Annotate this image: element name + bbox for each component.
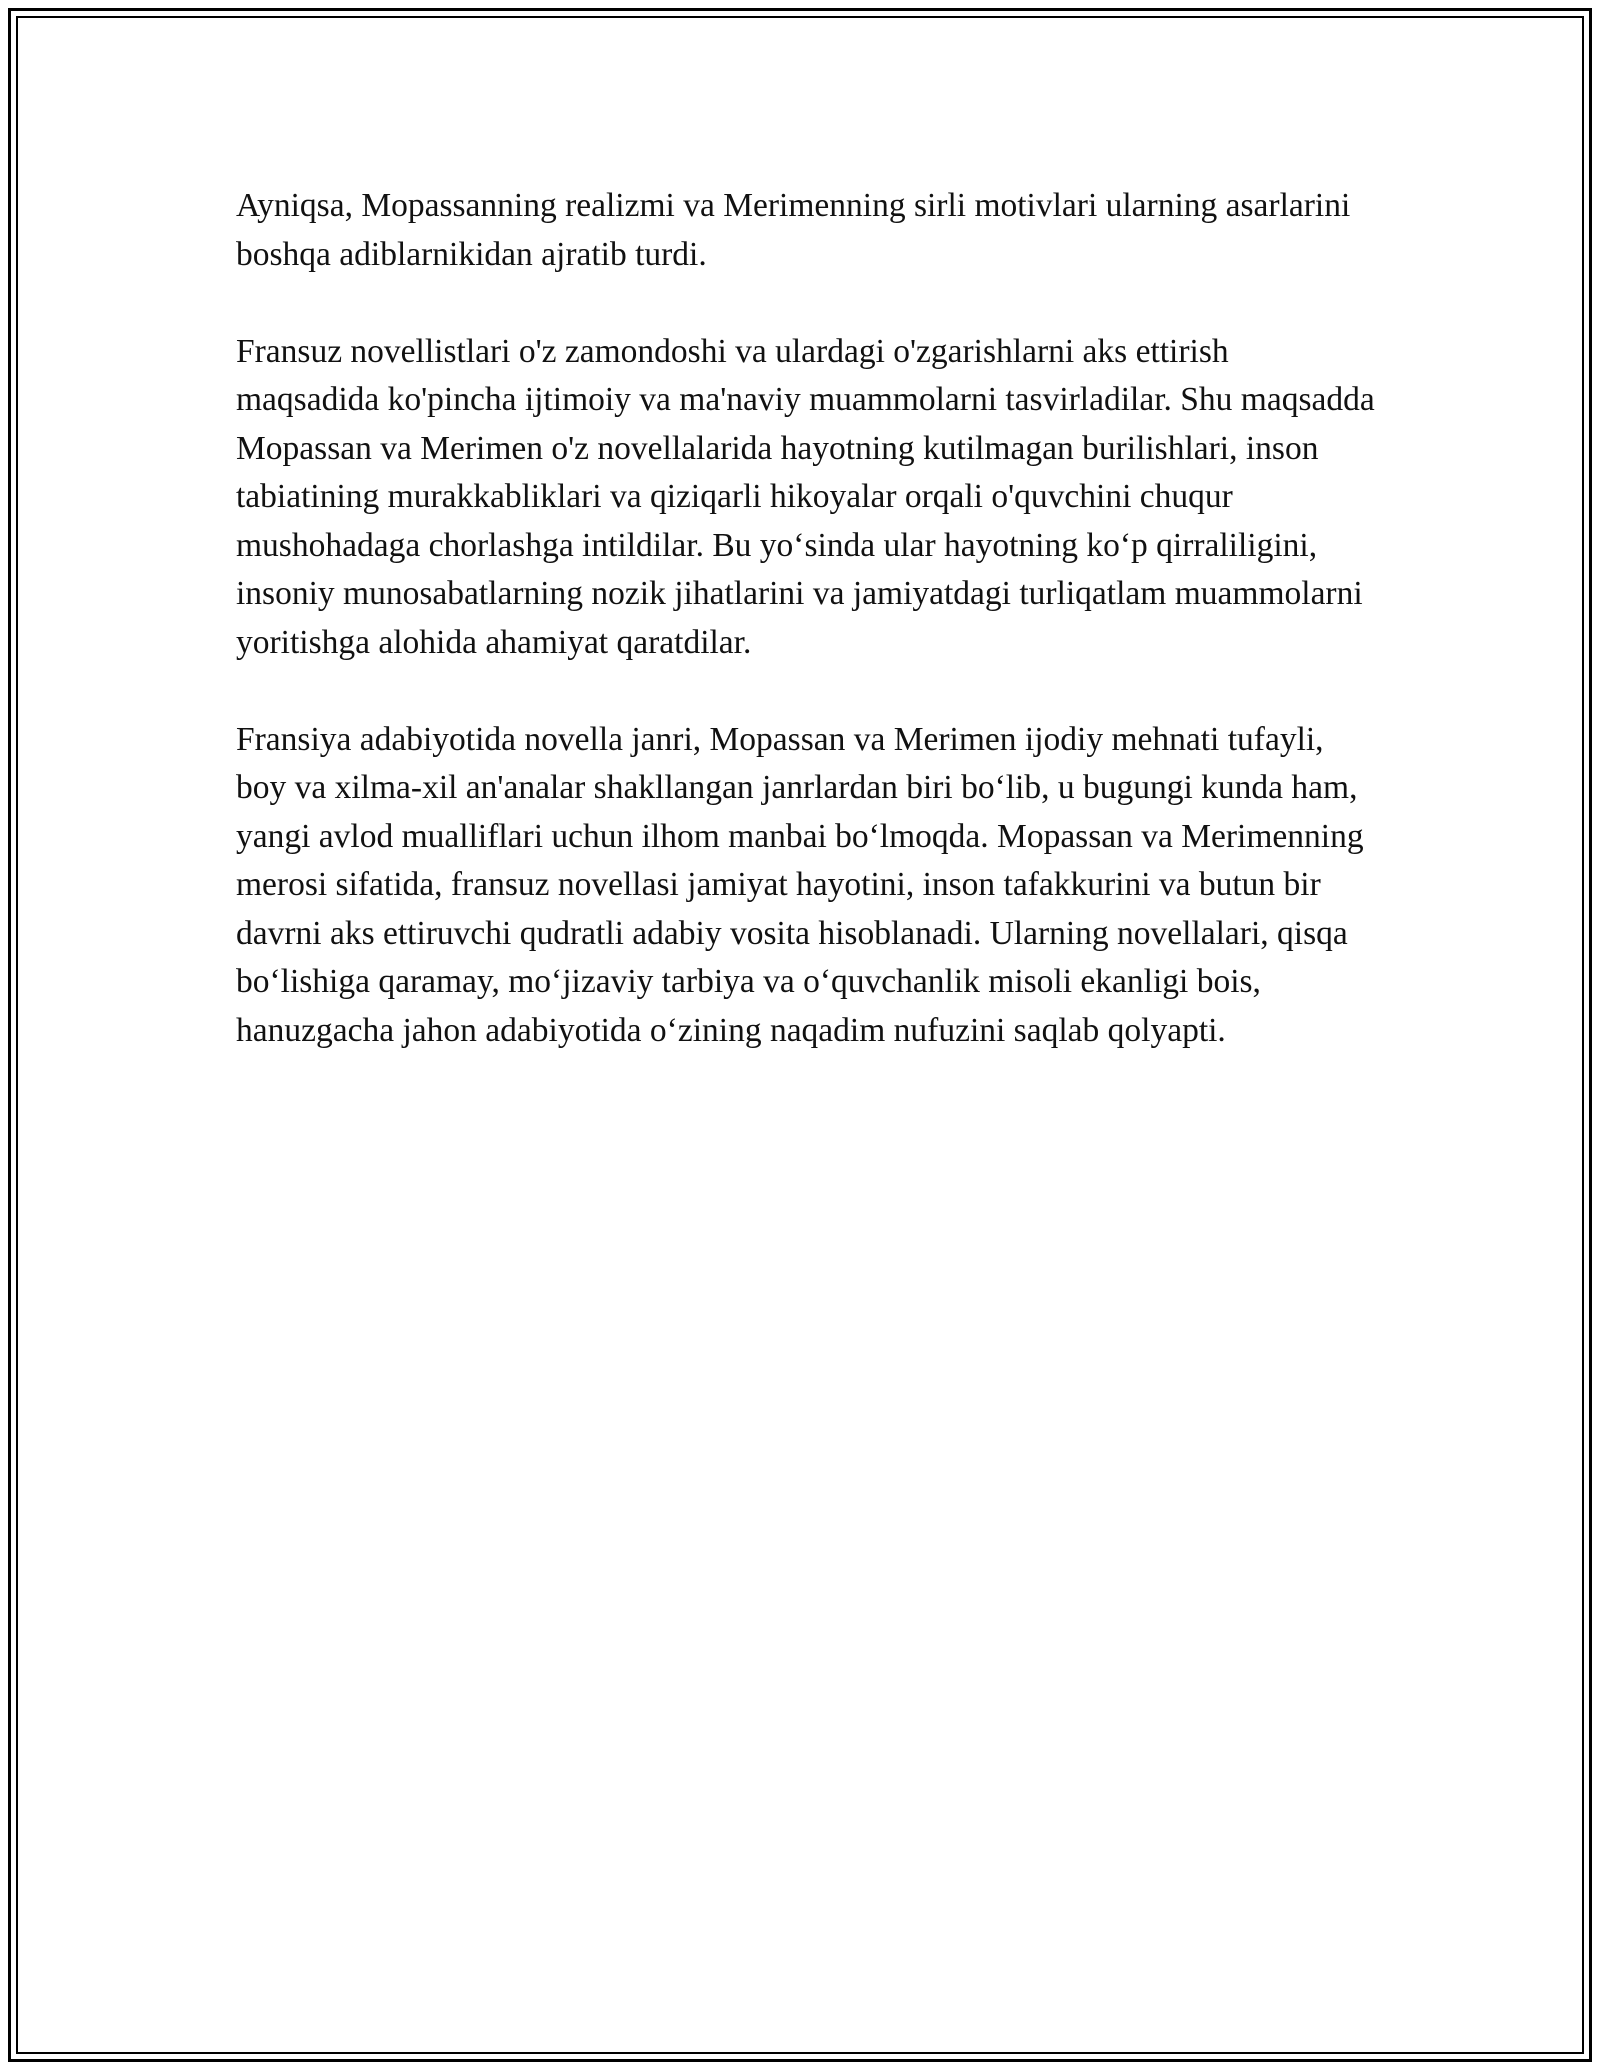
paragraph-3: Fransiya adabiyotida novella janri, Mopassan va Merimen ijodiy mehnati tufayli, boy va xilma-xil an'analar shakllangan janrlardan biri bo‘lib, u bugungi kunda ham, yangi avlod mualliflari uchun ilhom manbai bo‘lmoqda. Mopassan va Merimenning merosi sifatida, fransuz novellasi jamiyat hayotini, inson tafakkurini va butun bir davrni aks ettiruvchi qudratli adabiy vosita hisoblanadi. Ularning novellalari, qisqa bo‘lishiga qaramay, mo‘jizaviy tarbiya va o‘quvchanlik misoli ekanligi bois, hanuzgacha jahon adabiyotida o‘zining naqadim nufuzini saqlab qolyapti. <box>236 720 1364 1049</box>
document-body <box>236 182 1376 1055</box>
paragraph-2: Fransuz novellistlari o'z zamondoshi va ulardagi o'zgarishlarni aks ettirish maqsadida ko'pincha ijtimoiy va ma'naviy muammolarni tasvirladilar. Shu maqsadda Mopassan va Merimen o'z novellalarida hayotning kutilmagan burilishlari, inson tabiatining murakkabliklari va qiziqarli hikoyalar orqali o'quvchini chuqur mushohadaga chorlashga intildilar. Bu yo‘sinda ular hayotning ko‘p qirraliligini, insoniy munosabatlarning nozik jihatlarini va jamiyatdagi turliqatlam muammolarni yoritishga alohida ahamiyat qaratdilar. <box>236 332 1375 661</box>
paragraph-1: Ayniqsa, Mopassanning realizmi va Merimenning sirli motivlari ularning asarlarini boshqa adiblarnikidan ajratib turdi. <box>236 187 1351 273</box>
